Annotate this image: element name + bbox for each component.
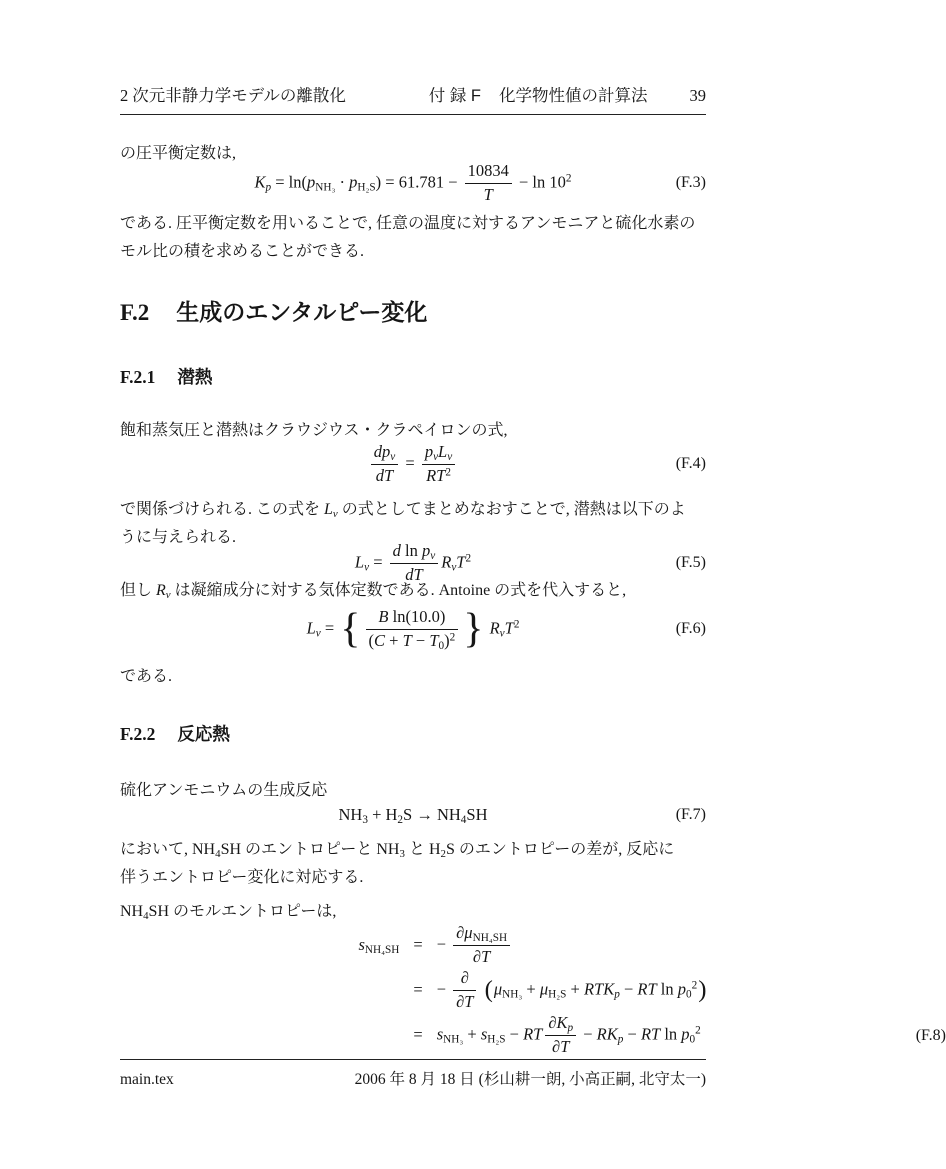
equation-f4 [120,443,706,486]
equation-f5-body: $L_v$ = $\frac{d \ln p_v}{dT}$ $R_vT^2$ [354,541,472,584]
paragraph-after-f3: である. 圧平衡定数を用いることで, 任意の温度に対するアンモニアと硫化水素の モル比の積を求めることができる. [120,215,696,260]
paragraph-molar-entropy: $NH_4SH$ のモルエントロピーは, [120,903,337,923]
appendix-title: 化学物性値の計算法 [499,87,648,105]
paragraph-after-f4: で関係づけられる. この式を $L_v$ の式としてまとめなおすことで, 潜熱は以下のよ うに与えられる. [120,501,686,546]
equals-sign: = [413,935,423,955]
equation-f4-number: (F.4) [675,455,706,473]
equation-f3-body: $K_p = \ln(p_{NH_3} \cdot p_{H_2S}) = 61.781$ − $\frac{10834}{T}$ − $\ln 10^2$ [254,161,572,204]
page-footer [120,1059,706,1089]
equation-f3-number: (F.3) [675,174,706,192]
equation-f8-array [120,924,946,1057]
running-title-text: 次元非静力学モデルの離散化 [132,87,346,105]
subsection-f22-title: 反応熱 [177,724,230,744]
subsection-heading-f21 [120,364,706,389]
running-title-left [120,82,346,106]
paragraph-intro: の圧平衡定数は, [120,145,237,162]
paragraph-after-f7: において, $NH_4SH$ のエントロピーと $NH_3$ と $H_2S$ のエントロピーの差が, 反応に 伴うエントロピー変化に対応する. [120,841,675,886]
equation-f8 [120,924,946,1057]
equals-sign: = [413,980,423,1000]
section-f2-title: 生成のエンタルピー変化 [176,299,428,325]
paragraph-reaction: 硫化アンモニウムの生成反応 [120,782,328,799]
equation-f8-rhs-line3: $s_{NH_3} + s_{H_2S}$ − RT $\frac{\partial K_p}{\partial T}$ − $RK_p$ − RT $\ln p_0^2$ [436,1012,701,1056]
running-title-right [429,82,706,106]
footer-date: 2006 年 8 月 18 日 (杉山耕一朗, 小高正嗣, 北守太一) [354,1071,706,1088]
subsection-f21-number: F.2.1 [120,367,156,387]
paragraph-clausius: 飽和蒸気圧と潜熱はクラウジウス・クラペイロンの式, [120,422,508,439]
paragraph-after-f5: 但し $R_v$ は凝縮成分に対する気体定数である. Antoine の式を代入すると, [120,582,627,602]
equation-f6 [120,608,706,651]
equation-f3 [120,162,706,205]
subsection-f22-number: F.2.2 [120,724,156,744]
section-heading-f2 [120,294,706,327]
equation-f8-rhs-line1: − $\frac{\partial\mu_{NH_4SH}}{\partial T}$ [437,924,513,967]
equation-f5-number: (F.5) [675,554,706,572]
running-title-chapter-number: 2 [120,86,129,105]
equation-f4-body: $\frac{dp_v}{dT}$ = $\frac{p_vL_v}{RT^2}$ [368,443,458,486]
paragraph-dearu: である. [120,668,173,685]
page-header [120,82,706,115]
equation-f7-body: $NH_3 + H_2S \to NH_4SH$ [338,805,488,827]
equation-f6-number: (F.6) [675,620,706,638]
equals-sign: = [413,1025,423,1045]
section-f2-number: F.2 [120,300,150,325]
subsection-heading-f22 [120,721,706,746]
appendix-label: 付 録 F [428,87,481,105]
subsection-f21-title: 潜熱 [177,367,213,387]
equation-f6-body: $L_v$ = { $\frac{\text{B ln(10.0)}}{(C + T - T_0)^2}$ } $R_vT^2$ [306,606,520,653]
equation-f8-number: (F.8) [915,1026,946,1044]
page-number: 39 [689,86,706,105]
equation-f8-lhs: $s_{NH_4SH}$ [358,935,400,957]
equation-f8-rhs-line2: − $\frac{\partial}{\partial T}$ ($\mu_{NH_3} + \mu_{H_2S} + RTK_p$ − RT $\ln p_0^2$) [436,967,707,1011]
equation-f7-number: (F.7) [675,806,706,823]
footer-filename: main.tex [120,1071,174,1088]
equation-f7 [120,805,706,825]
